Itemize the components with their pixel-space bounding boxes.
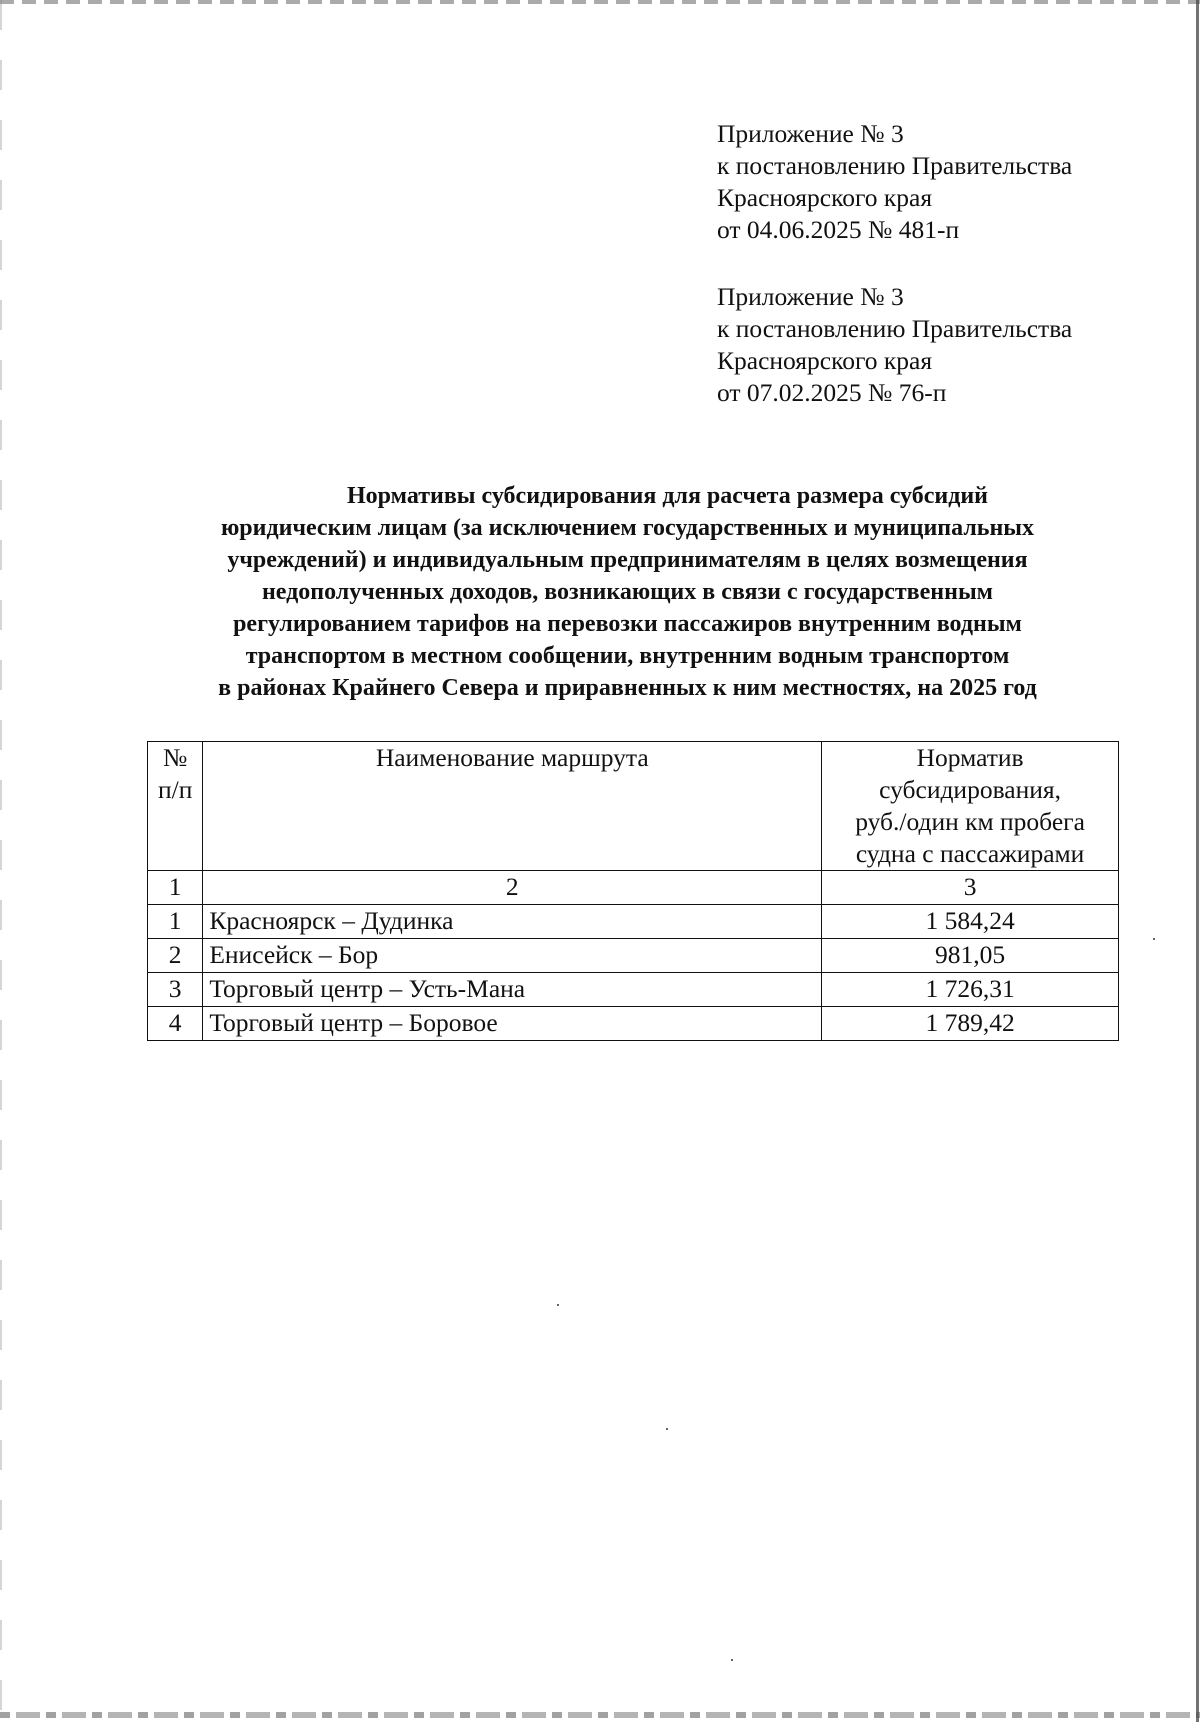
appendix-current-line: к постановлению Правительства <box>717 151 1073 180</box>
appendix-current-line: от 04.06.2025 № 481-п <box>717 215 960 244</box>
appendix-current <box>717 118 1072 246</box>
scan-edge-bottom <box>0 1712 1200 1718</box>
header-norm-line: субсидирования, <box>879 775 1061 804</box>
route-name: Красноярск – Дудинка <box>203 905 822 939</box>
scan-speck <box>557 1304 559 1306</box>
header-number-line: № <box>162 743 188 772</box>
row-number: 2 <box>148 939 203 973</box>
header-number <box>148 742 203 871</box>
route-name: Торговый центр – Боровое <box>203 1007 822 1041</box>
header-route-name <box>203 742 822 871</box>
table-header-row <box>148 742 1119 871</box>
norm-value: 1 584,24 <box>822 905 1119 939</box>
column-number: 1 <box>148 871 203 905</box>
route-name: Торговый центр – Усть-Мана <box>203 973 822 1007</box>
header-norm-line: судна с пассажирами <box>855 839 1085 868</box>
document-title <box>140 480 1115 704</box>
title-line: юридическим лицам (за исключением государственных и муниципальных <box>220 515 1035 541</box>
header-number-line: п/п <box>157 775 193 804</box>
row-number: 1 <box>148 905 203 939</box>
row-number: 4 <box>148 1007 203 1041</box>
title-line: недополученных доходов, возникающих в связи с государственным <box>261 579 994 605</box>
appendix-current-line: Приложение № 3 <box>717 119 904 148</box>
title-line: транспортом в местном сообщении, внутренним водным транспортом <box>245 643 1010 669</box>
appendix-current-line: Красноярского края <box>717 183 933 212</box>
title-line: регулированием тарифов на перевозки пассажиров внутренним водным <box>233 611 1022 637</box>
table-row <box>148 1007 1119 1041</box>
title-line: в районах Крайнего Севера и приравненных к ним местностях, на 2025 год <box>218 675 1037 701</box>
header-norm-line: Норматив <box>916 743 1024 772</box>
norm-value: 1 789,42 <box>822 1007 1119 1041</box>
table-row <box>148 973 1119 1007</box>
norm-value: 1 726,31 <box>822 973 1119 1007</box>
appendix-original-line: от 07.02.2025 № 76-п <box>717 378 947 407</box>
norm-value: 981,05 <box>822 939 1119 973</box>
appendix-original-line: к постановлению Правительства <box>717 314 1073 343</box>
scan-speck <box>731 1659 733 1661</box>
column-number: 3 <box>822 871 1119 905</box>
scan-edge-right <box>1196 0 1199 1722</box>
title-line: Нормативы субсидирования для расчета размера субсидий <box>346 483 989 509</box>
column-number: 2 <box>203 871 822 905</box>
row-number: 3 <box>148 973 203 1007</box>
appendix-original-line: Приложение № 3 <box>717 282 904 311</box>
route-name: Енисейск – Бор <box>203 939 822 973</box>
table-row <box>148 905 1119 939</box>
scan-edge-top <box>0 0 1200 4</box>
scan-edge-left <box>0 0 2 1722</box>
title-line: учреждений) и индивидуальным предпринимателям в целях возмещения <box>227 547 1028 573</box>
subsidy-norms-table <box>147 741 1119 1041</box>
scan-speck <box>1153 938 1155 940</box>
column-number-row <box>148 871 1119 905</box>
table-row <box>148 939 1119 973</box>
appendix-original-line: Красноярского края <box>717 346 933 375</box>
header-route-name-text: Наименование маршрута <box>375 743 649 772</box>
scan-speck <box>666 1428 668 1430</box>
appendix-original <box>717 281 1072 409</box>
header-norm <box>822 742 1119 871</box>
header-norm-line: руб./один км пробега <box>855 807 1085 836</box>
